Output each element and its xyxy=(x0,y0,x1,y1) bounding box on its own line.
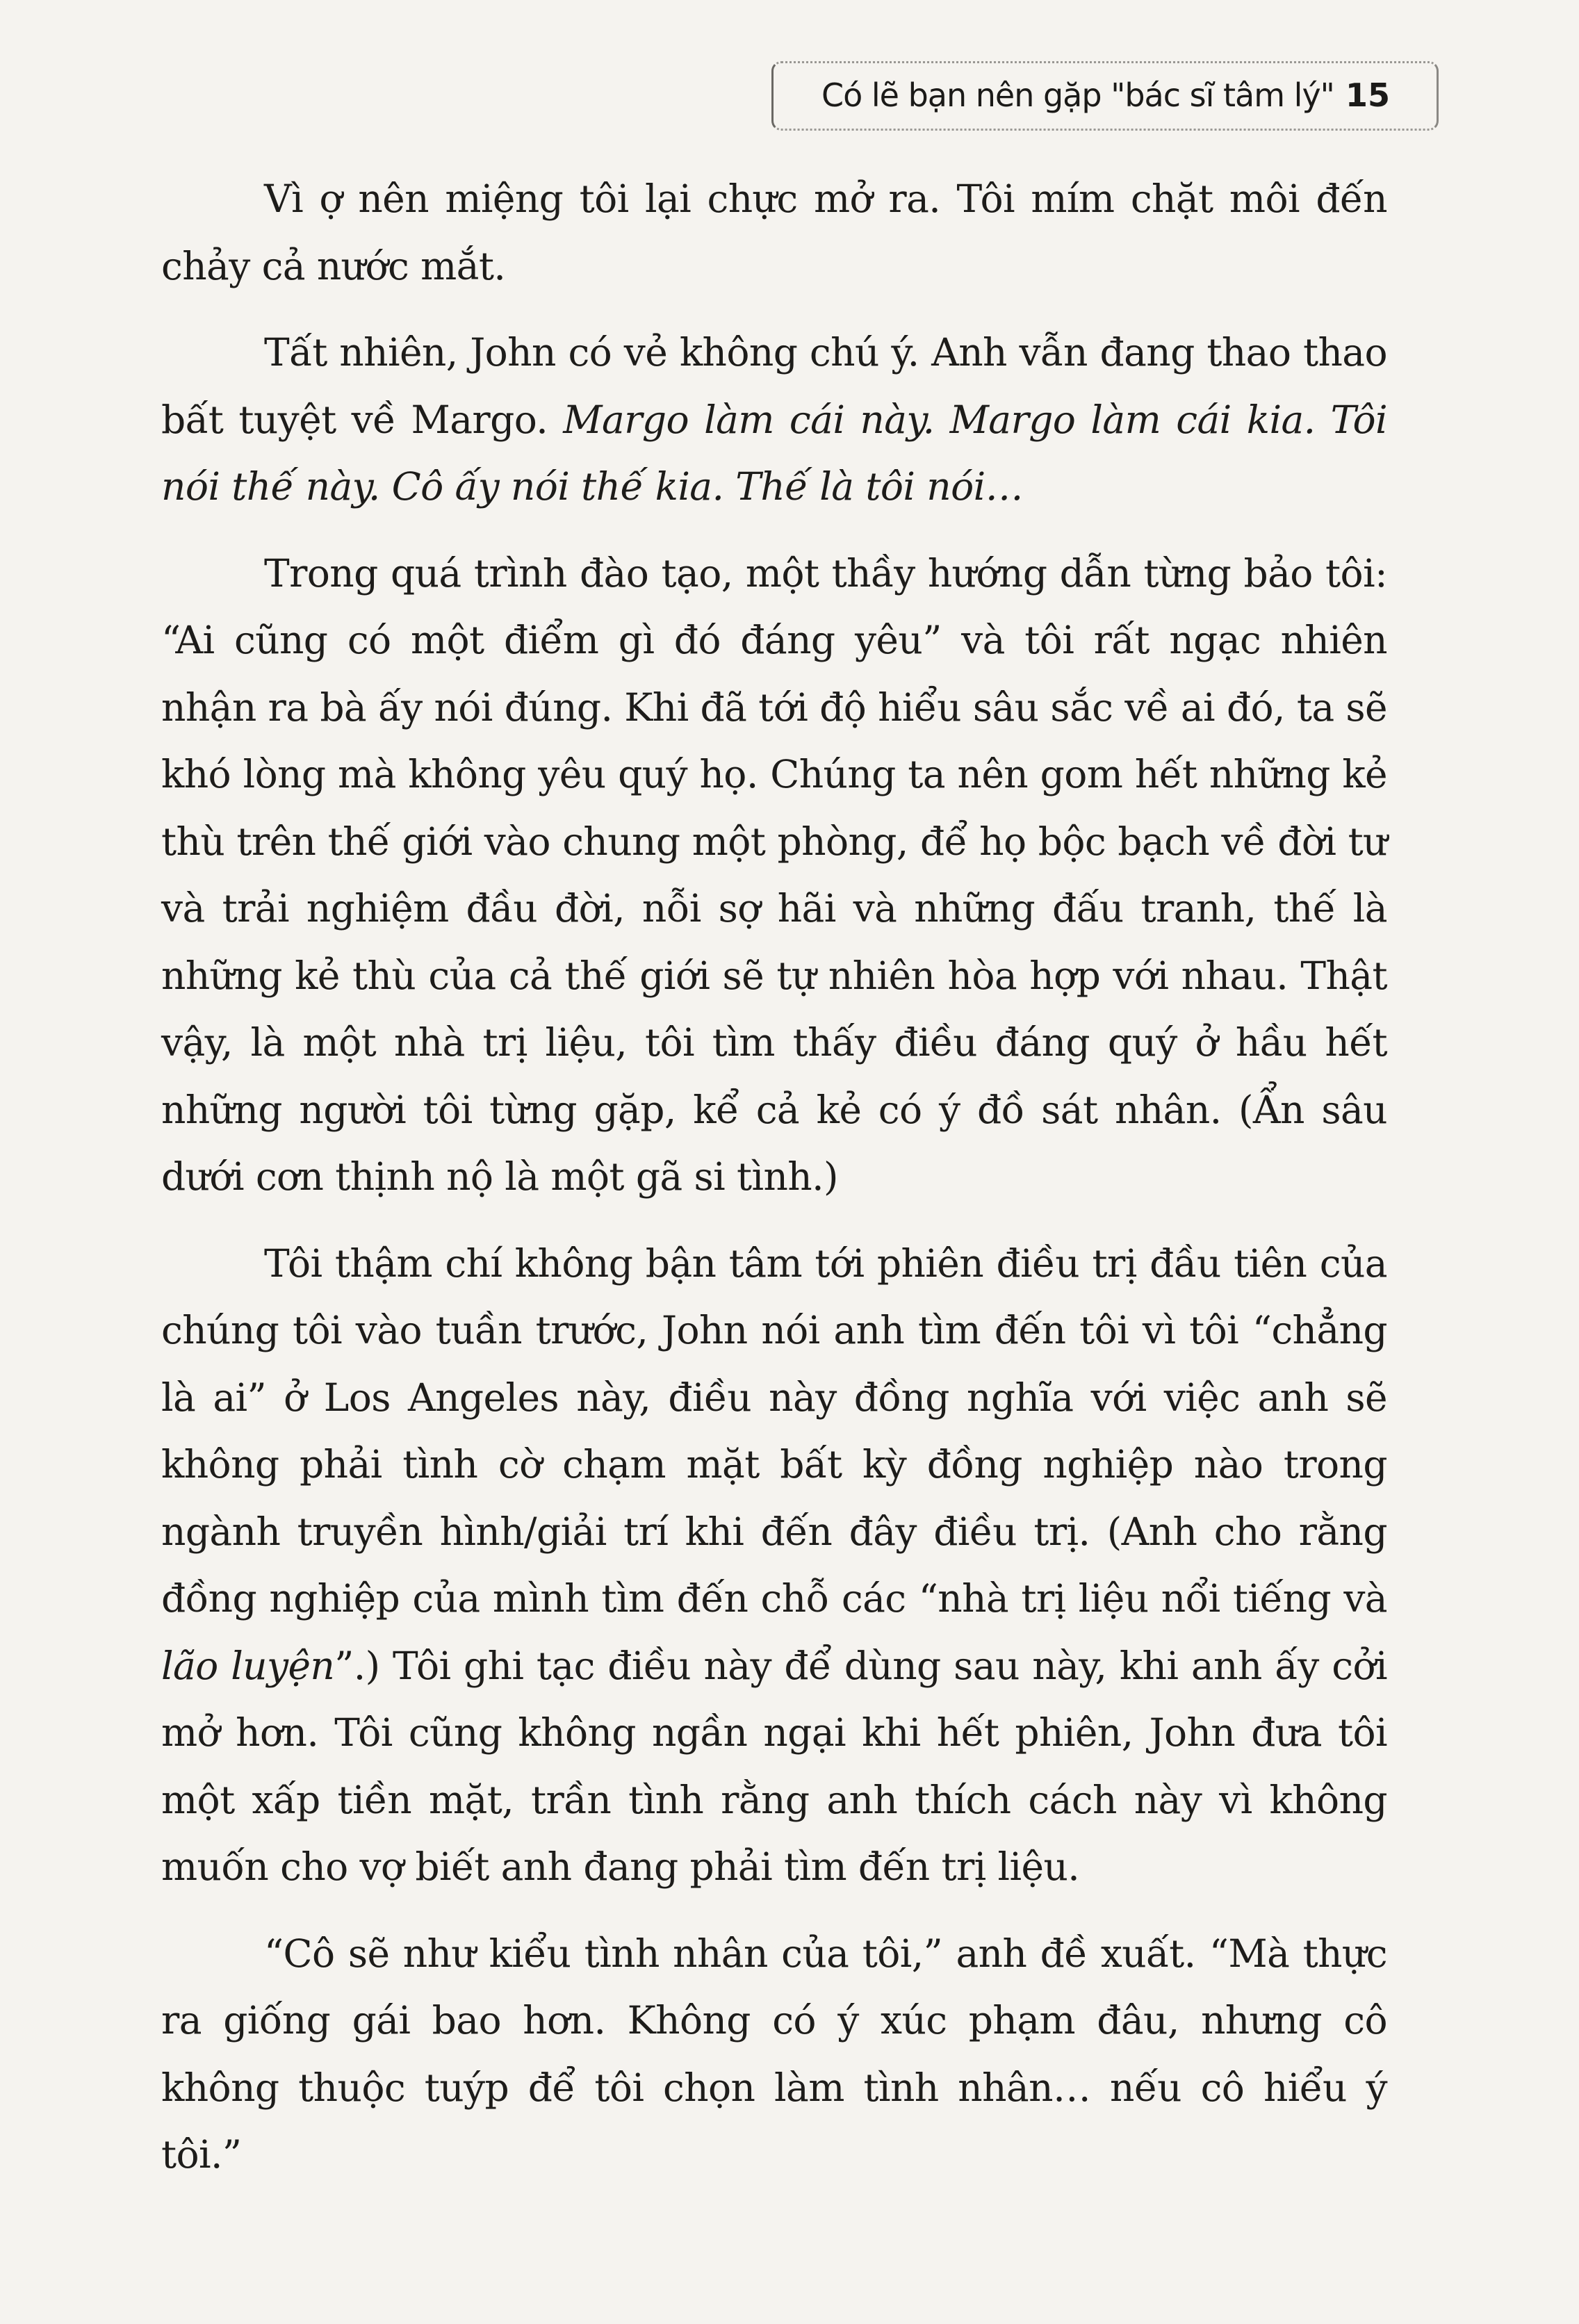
paragraph-3: Trong quá trình đào tạo, một thầy hướng dẫn từng bảo tôi: “Ai cũng có một điểm gì đó đáng yêu” và tôi rất ngạc nhiên nhận ra bà ấy nói đúng. Khi đã tới độ hiểu sâu sắc về ai đó, ta sẽ khó lòng mà không yêu quý họ. Chúng ta nên gom hết những kẻ thù trên thế giới vào chung một phòng, để họ bộc bạch về đời tư và trải nghiệm đầu đời, nỗi sợ hãi và những đấu tranh, thế là những kẻ thù của cả thế giới sẽ tự nhiên hòa hợp với nhau. Thật vậy, là một nhà trị liệu, tôi tìm thấy điều đáng quý ở hầu hết những người tôi từng gặp, kể cả kẻ có ý đồ sát nhân. (Ẩn sâu dưới cơn thịnh nộ là một gã si tình.) xyxy=(161,550,1387,1199)
body-text xyxy=(161,165,1387,2188)
chapter-title: Có lẽ bạn nên gặp "bác sĩ tâm lý" xyxy=(821,76,1334,114)
paragraph-2-italic-quote: Margo làm cái này. Margo làm cái kia. Tôi nói thế này. Cô ấy nói thế kia. Thế là tôi nói… xyxy=(161,397,1387,509)
paragraph-4 xyxy=(161,1230,1387,1901)
paragraph-5: “Cô sẽ như kiểu tình nhân của tôi,” anh đề xuất. “Mà thực ra giống gái bao hơn. Không có ý xúc phạm đâu, nhưng cô không thuộc tuýp để tôi chọn làm tình nhân… nếu cô hiểu ý tôi.” xyxy=(161,1931,1387,2177)
paragraph-2-text: Tất nhiên, John có vẻ không chú ý. Anh vẫn đang thao thao bất tuyệt về Margo. xyxy=(161,330,1387,442)
page-number: 15 xyxy=(1345,76,1391,114)
paragraph-1: Vì ợ nên miệng tôi lại chực mở ra. Tôi mím chặt môi đến chảy cả nước mắt. xyxy=(161,177,1387,288)
paragraph-4-text-a: Tôi thậm chí không bận tâm tới phiên điều trị đầu tiên của chúng tôi vào tuần trước, John nói anh tìm đến tôi vì tôi “chẳng là ai” ở Los Angeles này, điều này đồng nghĩa với việc anh sẽ không phải tình cờ chạm mặt bất kỳ đồng nghiệp nào trong ngành truyền hình/giải trí khi đến đây điều trị. (Anh cho rằng đồng nghiệp của mình tìm đến chỗ các “nhà trị liệu nổi tiếng và xyxy=(161,1241,1387,1621)
paragraph-4-italic-term: lão luyện xyxy=(161,1643,335,1688)
paragraph-2 xyxy=(161,319,1387,521)
running-header xyxy=(771,61,1446,136)
paragraph-4-text-c: ”.) Tôi ghi tạc điều này để dùng sau này, khi anh ấy cởi mở hơn. Tôi cũng không ngần ngại khi hết phiên, John đưa tôi một xấp tiền mặt, trần tình rằng anh thích cách này vì không muốn cho vợ biết anh đang phải tìm đến trị liệu. xyxy=(161,1643,1387,1889)
